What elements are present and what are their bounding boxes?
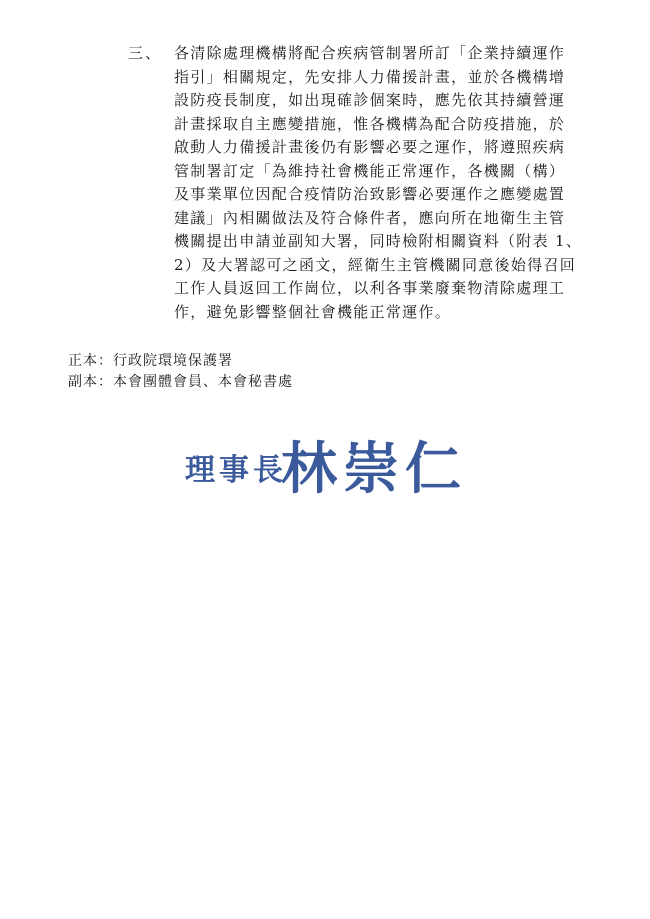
recipients <box>68 351 293 393</box>
body-line: 建議」內相關做法及符合條件者，應向所在地衛生主管 <box>174 208 566 227</box>
body-line: 及事業單位因配合疫情防治致影響必要運作之應變處置 <box>174 185 566 203</box>
body-line: 計畫採取自主應變措施，惟各機構為配合防疫措施，於 <box>174 114 566 133</box>
body-line: 工作人員返回工作崗位，以利各事業廢棄物清除處理工 <box>174 279 566 297</box>
main-recipient: 正本：行政院環境保護署 <box>68 353 233 369</box>
body-line: 管制署訂定「為維持社會機能正常運作，各機關（構） <box>174 161 566 180</box>
item-number: 三、 <box>128 44 163 62</box>
signature-stamp <box>183 428 483 508</box>
body-line: 2）及大署認可之函文，經衛生主管機關同意後始得召回 <box>174 255 577 274</box>
signature-title: 理事長 <box>185 453 287 488</box>
signature-name: 林崇仁 <box>281 436 467 502</box>
item-body <box>174 42 594 324</box>
copy-recipient: 副本：本會團體會員、本會秘書處 <box>68 374 293 390</box>
body-line: 機關提出申請並副知大署，同時檢附相關資料（附表 1、 <box>174 232 583 250</box>
body-line: 啟動人力備援計畫後仍有影響必要之運作，將遵照疾病 <box>174 138 566 156</box>
body-line: 設防疫長制度，如出現確診個案時，應先依其持續營運 <box>174 91 566 109</box>
body-line: 作，避免影響整個社會機能正常運作。 <box>174 302 452 321</box>
body-line: 指引」相關規定，先安排人力備援計畫，並於各機構增 <box>174 67 566 86</box>
body-line: 各清除處理機構將配合疾病管制署所訂「企業持續運作 <box>174 44 566 62</box>
